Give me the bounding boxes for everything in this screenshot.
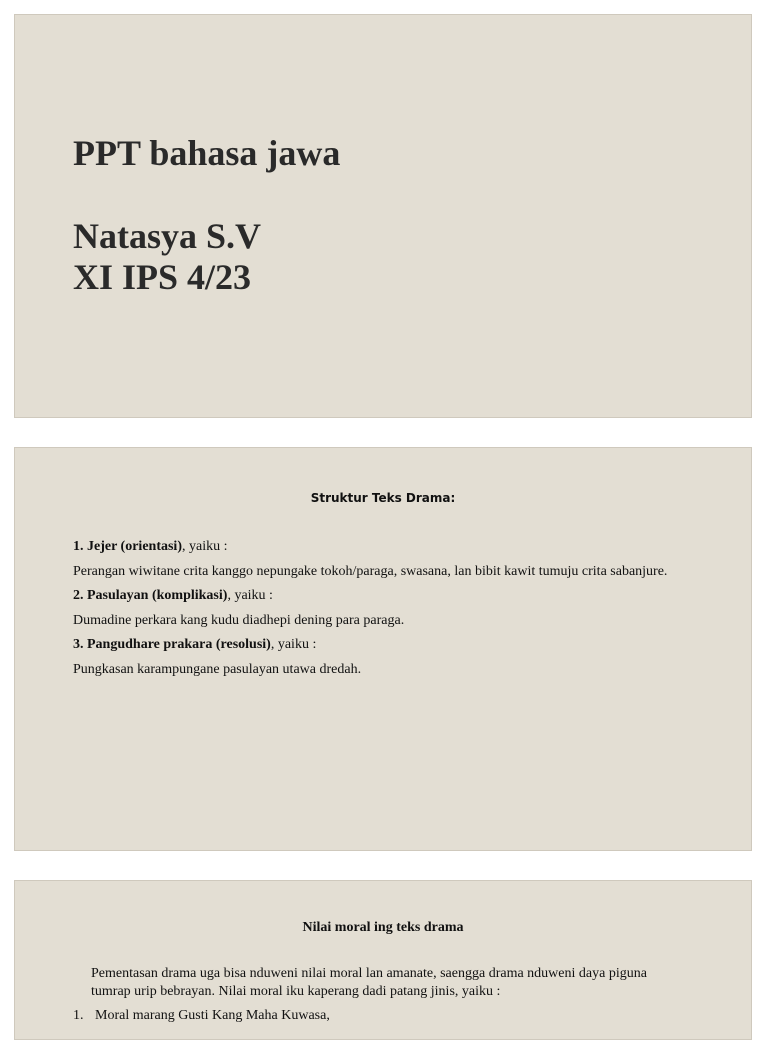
title-block [73, 133, 340, 298]
moral-list [73, 1007, 330, 1025]
list-item-label [73, 588, 733, 613]
slide-struktur-teks-drama [14, 447, 752, 851]
slide-title [14, 14, 752, 418]
presentation-title: PPT bahasa jawa [73, 133, 341, 173]
item-suffix: , yaiku : [181, 539, 228, 554]
list-item-label [73, 637, 733, 662]
slide-nilai-moral [14, 880, 752, 1040]
intro-paragraph [91, 965, 711, 1001]
list-item-desc: Pungkasan karampungane pasulayan utawa dredah. [73, 661, 362, 677]
slide-heading: Struktur Teks Drama: [310, 491, 456, 505]
author-name: Natasya S.V [73, 216, 262, 256]
list-item-desc: Dumadine perkara kang kudu diadhepi dening para paraga. [73, 612, 405, 628]
slide-heading: Nilai moral ing teks drama [302, 920, 464, 935]
item-term: 3. Pangudhare prakara (resolusi) [73, 637, 271, 653]
list-item-desc: Perangan wiwitane crita kanggo nepungake tokoh/paraga, swasana, lan bibit kawit tumuju crita sabanjure. [73, 563, 668, 579]
item-suffix: , yaiku : [270, 637, 317, 653]
list-number: 1. [73, 1008, 84, 1023]
structure-list [73, 539, 733, 687]
item-suffix: , yaiku : [227, 588, 273, 604]
list-text: Moral marang Gusti Kang Maha Kuwasa, [95, 1008, 330, 1023]
list-item [73, 1007, 330, 1025]
class-label: XI IPS 4/23 [73, 257, 252, 297]
list-item-label [73, 539, 733, 564]
paragraph-line: tumrap urip bebrayan. Nilai moral iku kaperang dadi patang jinis, yaiku : [91, 984, 501, 999]
item-term: 2. Pasulayan (komplikasi) [73, 588, 228, 604]
item-term: 1. Jejer (orientasi) [73, 539, 182, 554]
paragraph-line: Pementasan drama uga bisa nduweni nilai moral lan amanate, saengga drama nduweni daya piguna [91, 966, 647, 981]
